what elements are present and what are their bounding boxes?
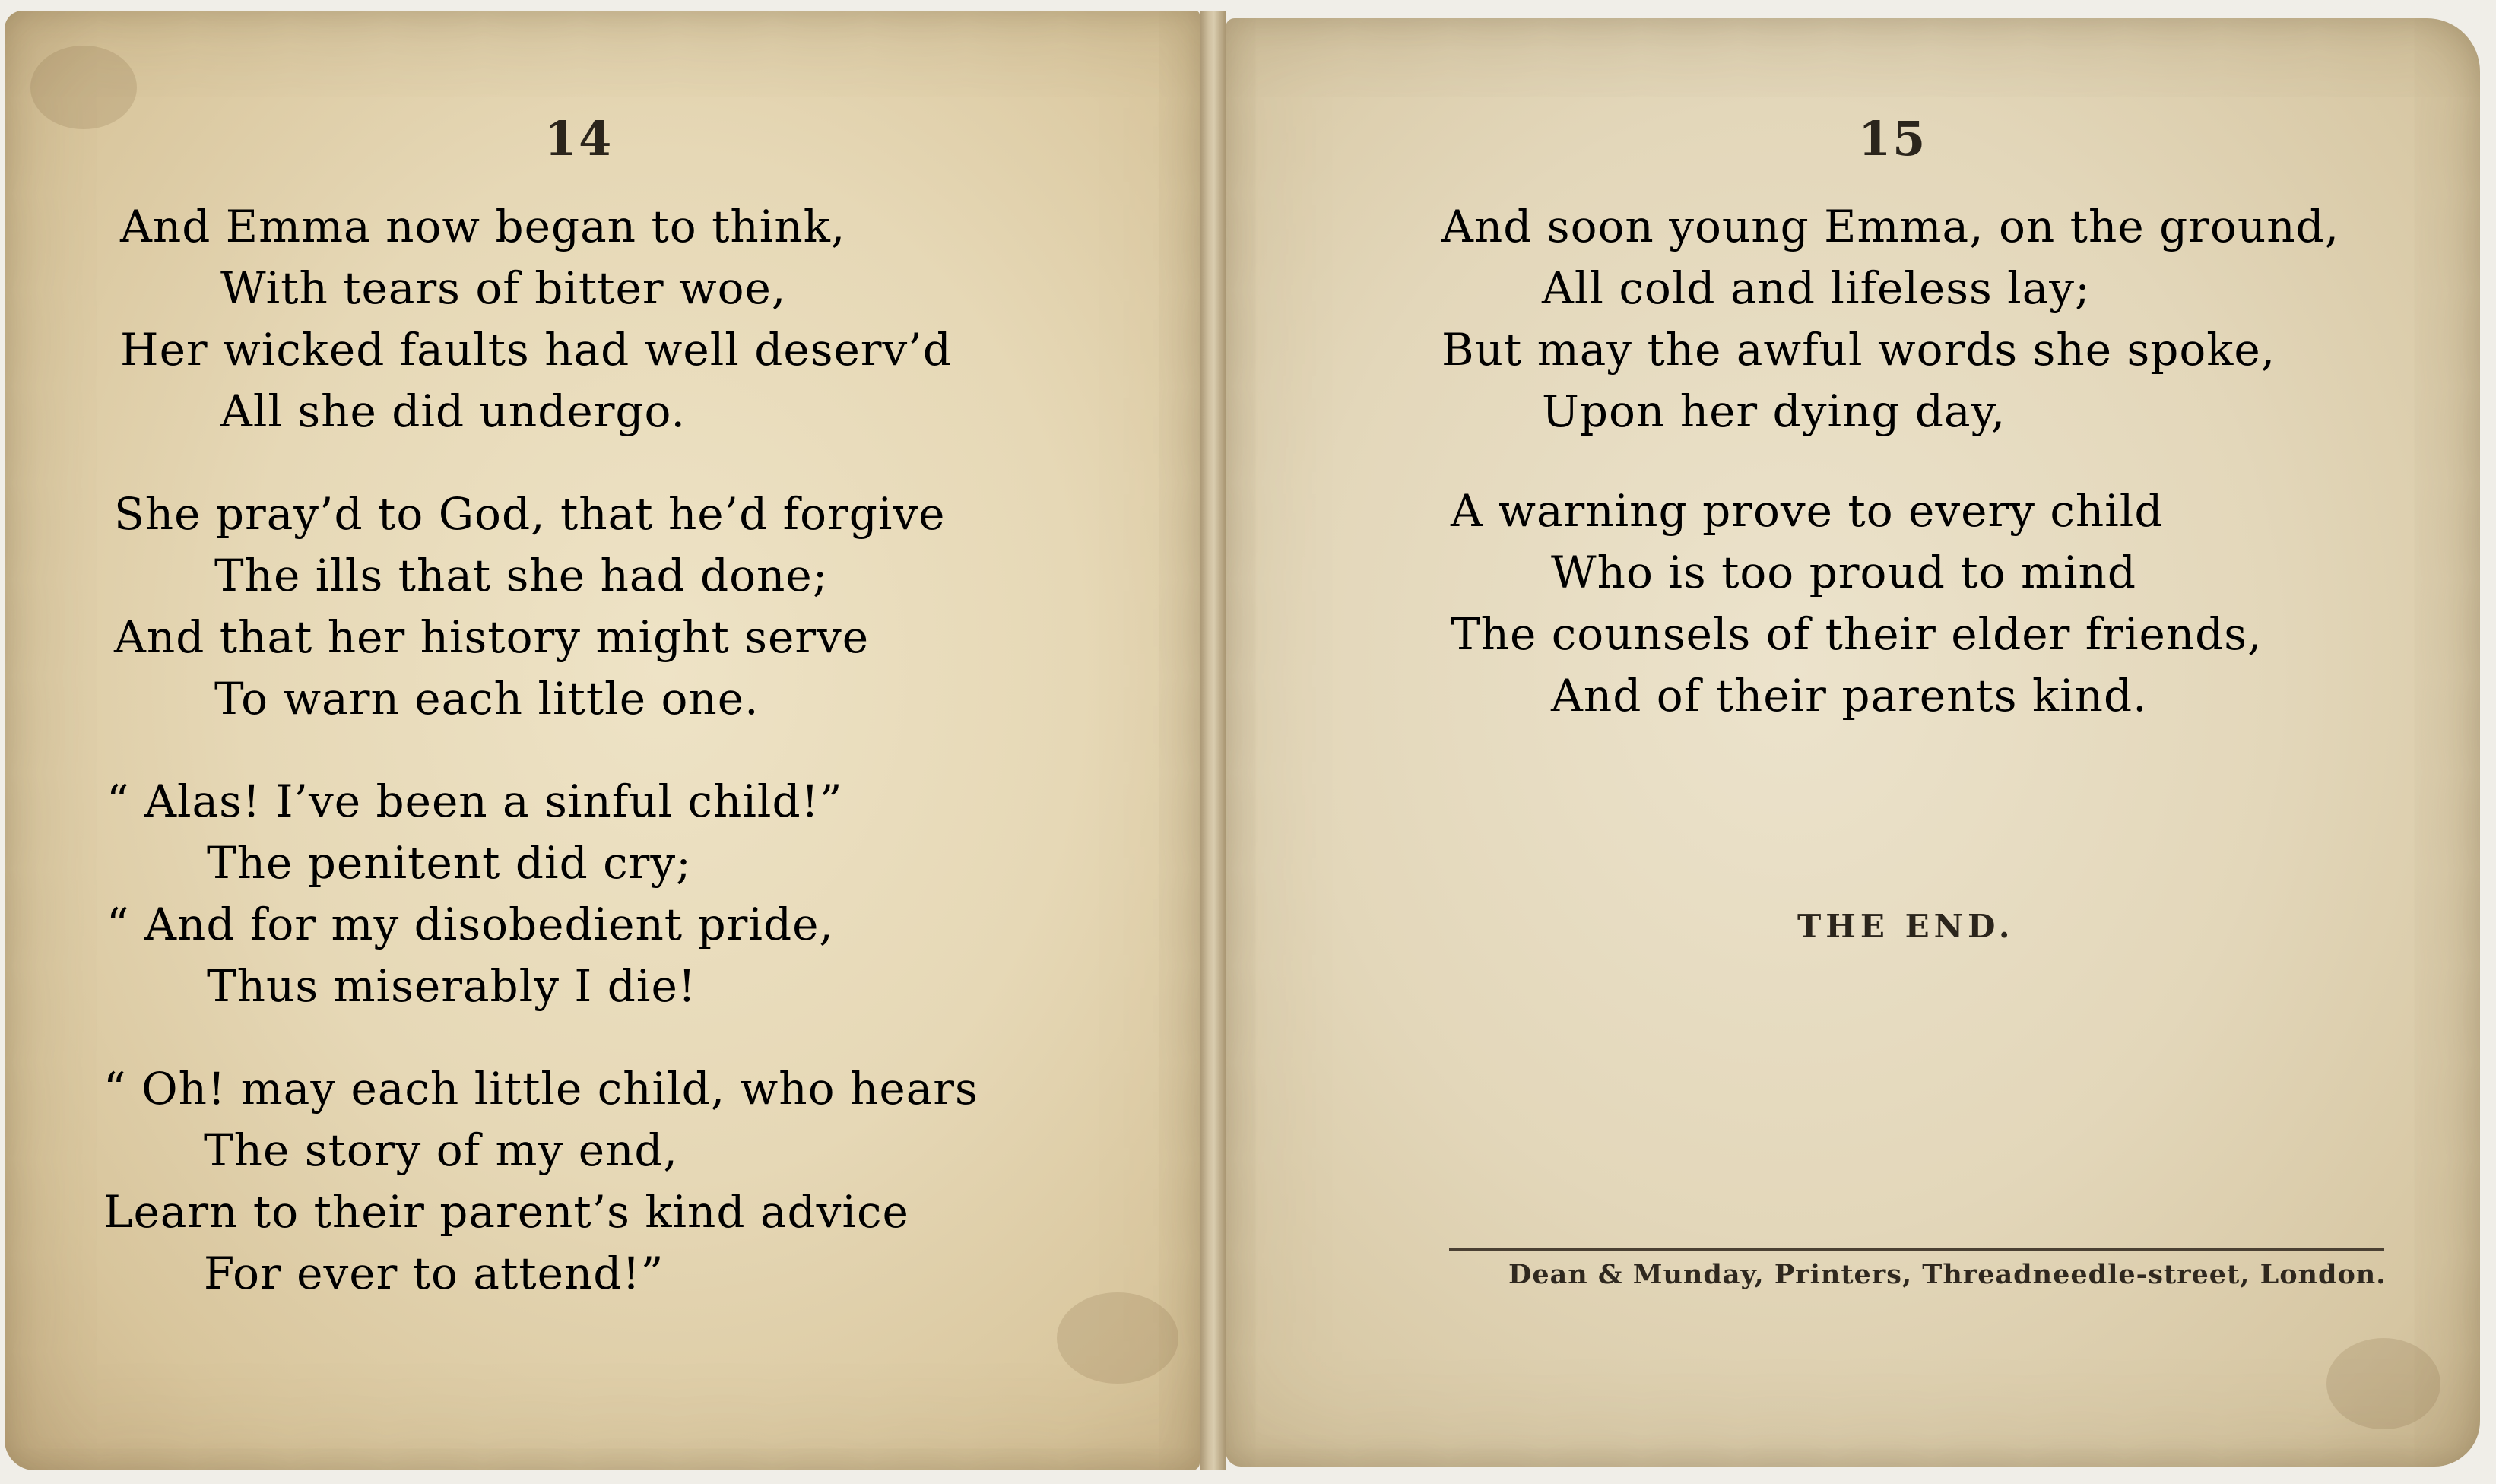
verse-line: For ever to attend!” <box>204 1248 664 1299</box>
verse-line: Who is too proud to mind <box>1551 547 2137 598</box>
verse-line: All cold and lifeless lay; <box>1542 262 2091 314</box>
verse-line: With tears of bitter woe, <box>220 262 787 314</box>
verse-line: But may the awful words she spoke, <box>1441 324 2276 376</box>
verse-line: The penitent did cry; <box>207 837 692 889</box>
verse-line: And of their parents kind. <box>1551 670 2148 721</box>
page-number-right: 15 <box>1858 111 1927 166</box>
verse-line: And that her history might serve <box>114 611 870 663</box>
verse-line: Thus miserably I die! <box>207 960 697 1012</box>
imprint-divider <box>1449 1248 2384 1251</box>
left-stanza-3 <box>106 771 843 1017</box>
left-stanza-4 <box>103 1058 978 1305</box>
verse-line: Upon her dying day, <box>1542 385 2006 437</box>
the-end-heading: THE END. <box>1797 908 2015 945</box>
left-stanza-1 <box>120 196 952 442</box>
verse-line: And soon young Emma, on the ground, <box>1441 201 2340 252</box>
verse-line: A warning prove to every child <box>1451 485 2164 537</box>
paper-stain <box>1057 1292 1178 1384</box>
verse-line: The story of my end, <box>204 1124 678 1176</box>
verse-line: “ And for my disobedient pride, <box>106 899 834 950</box>
left-stanza-2 <box>114 484 946 730</box>
verse-line: The counsels of their elder friends, <box>1451 608 2263 660</box>
verse-line: All she did undergo. <box>220 385 686 437</box>
verse-line: “ Alas! I’ve been a sinful child!” <box>106 775 843 827</box>
book-gutter <box>1200 11 1226 1470</box>
printer-imprint: Dean & Munday, Printers, Threadneedle-street, London. <box>1508 1259 2387 1290</box>
verse-line: Learn to their parent’s kind advice <box>103 1186 909 1238</box>
verse-line: She pray’d to God, that he’d forgive <box>114 488 946 540</box>
right-stanza-1 <box>1441 196 2339 442</box>
right-stanza-2 <box>1451 480 2263 727</box>
verse-line: “ Oh! may each little child, who hears <box>103 1063 978 1115</box>
verse-line: And Emma now began to think, <box>120 201 846 252</box>
verse-line: To warn each little one. <box>214 673 760 725</box>
verse-line: The ills that she had done; <box>214 550 829 601</box>
paper-stain <box>30 46 137 129</box>
page-number-left: 14 <box>544 111 614 166</box>
verse-line: Her wicked faults had well deserv’d <box>120 324 952 376</box>
paper-stain <box>2326 1338 2440 1429</box>
